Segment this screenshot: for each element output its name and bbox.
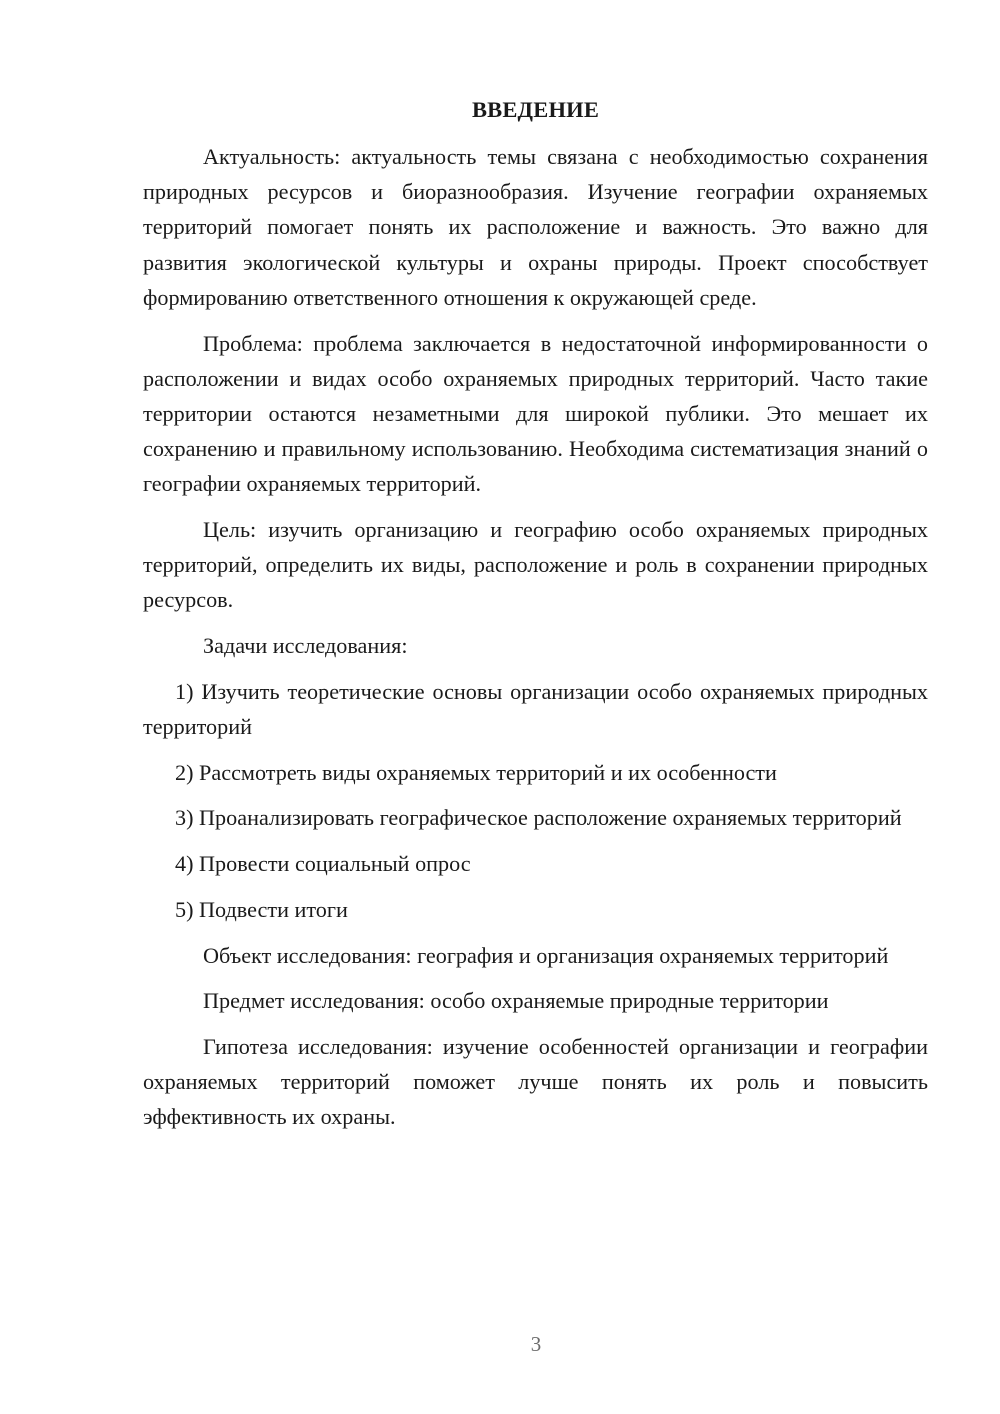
- tasks-heading: Задачи исследования:: [203, 633, 408, 659]
- task-item-5: 5) Подвести итоги: [175, 896, 348, 922]
- task-item-4: 4) Провести социальный опрос: [175, 851, 471, 877]
- object-paragraph: Объект исследования: география и организация охраняемых территорий: [203, 942, 889, 968]
- page-number: 3: [530, 1332, 542, 1356]
- hypothesis-paragraph: Гипотеза исследования: изучение особенностей организации и географии охраняемых территорий поможет лучше понять их роль и повысить эффективность их охраны.: [143, 1033, 928, 1130]
- problem-paragraph: Проблема: проблема заключается в недостаточной информированности о расположении и видах особо охраняемых природных территорий. Часто такие территории остаются незаметными для широкой публики. Это мешает их сохранению и правильному использованию. Необходима систематизация знаний о географии охраняемых территорий.: [143, 330, 928, 497]
- subject-paragraph: Предмет исследования: особо охраняемые природные территории: [203, 988, 829, 1014]
- relevance-paragraph: Актуальность: актуальность темы связана с необходимостью сохранения природных ресурсов и биоразнообразия. Изучение географии охраняемых территорий помогает понять их расположение и важность. Это важно для развития экологической культуры и охраны природы. Проект способствует формированию ответственного отношения к окружающей среде.: [143, 144, 928, 310]
- task-item-1: 1) Изучить теоретические основы организации особо охраняемых природных территорий: [143, 678, 928, 740]
- page-title: ВВЕДЕНИЕ: [471, 97, 600, 122]
- task-item-3: 3) Проанализировать географическое расположение охраняемых территорий: [175, 805, 902, 831]
- task-item-2: 2) Рассмотреть виды охраняемых территорий и их особенности: [175, 759, 777, 785]
- goal-paragraph: Цель: изучить организацию и географию особо охраняемых природных территорий, определить их виды, расположение и роль в сохранении природных ресурсов.: [143, 517, 928, 613]
- document-page: [143, 88, 928, 1145]
